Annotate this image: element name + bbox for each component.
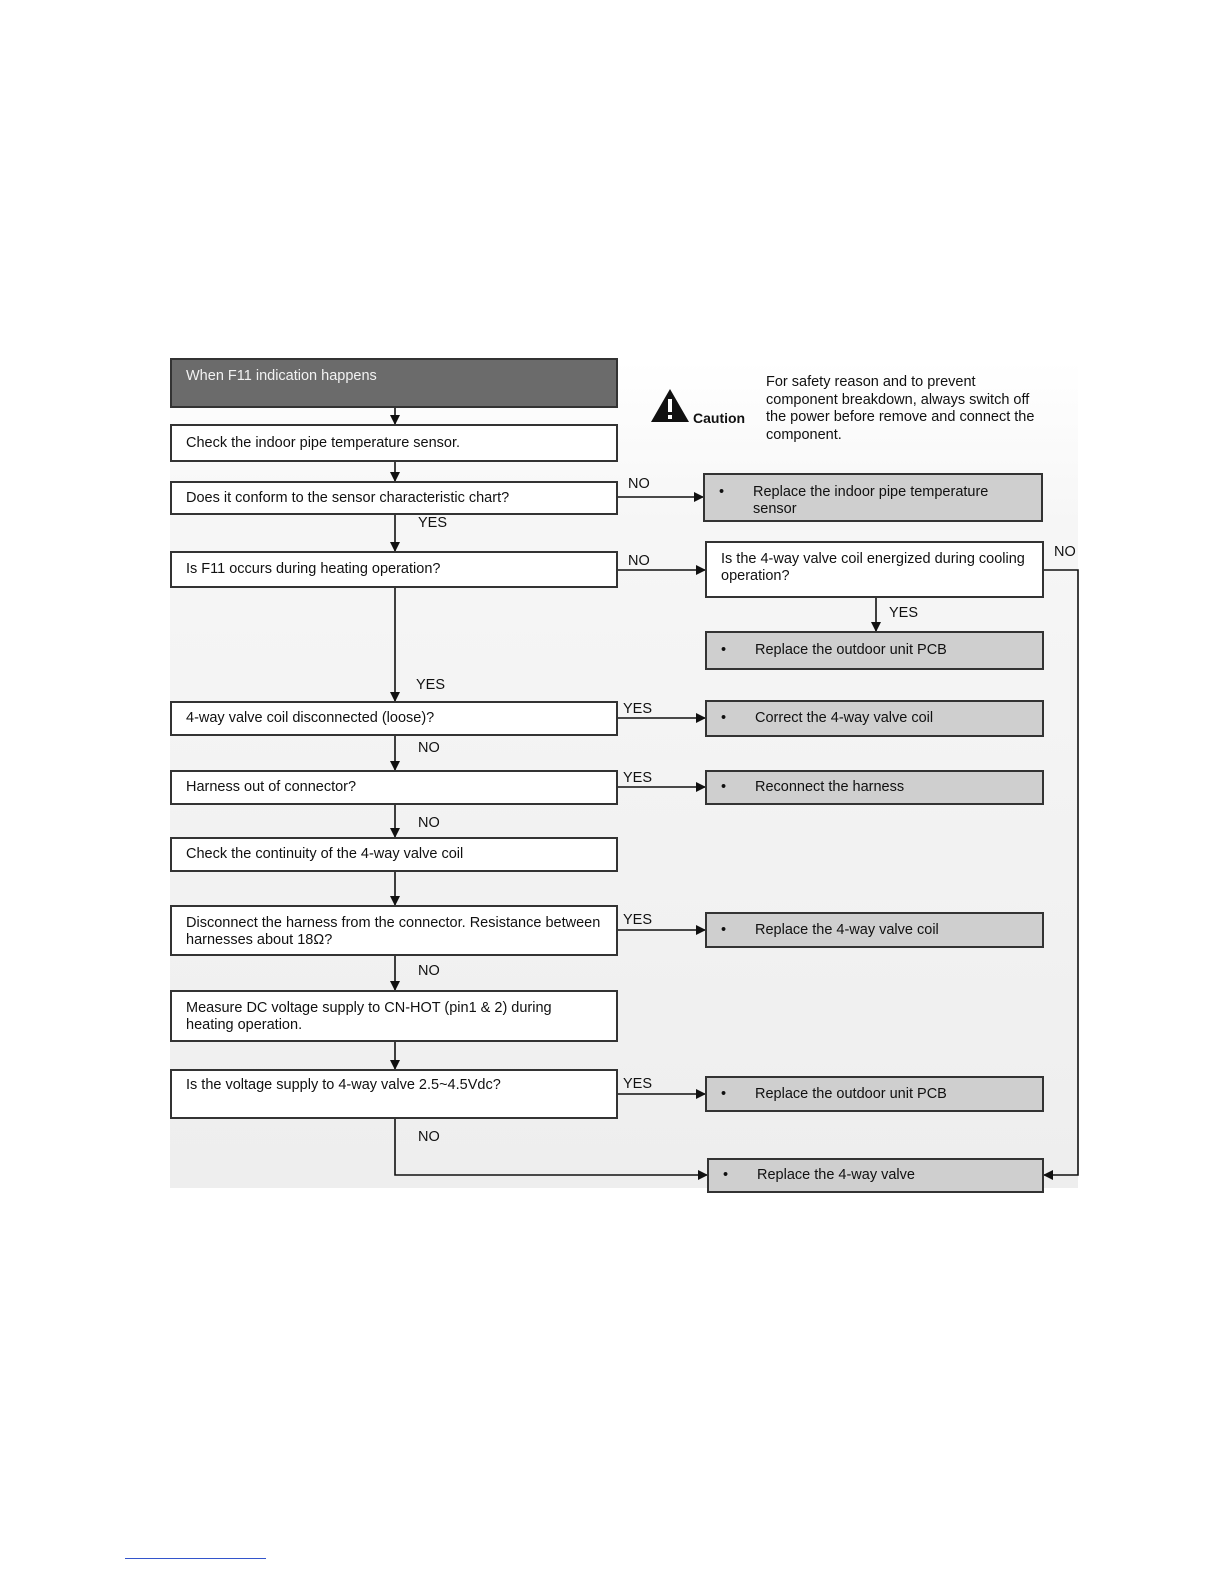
arrow-voltage-no — [395, 1119, 707, 1175]
label-no-harness: NO — [418, 815, 440, 831]
conform-chart-text: Does it conform to the sensor characteristic chart? — [186, 489, 510, 506]
label-no-voltage: NO — [418, 1129, 440, 1145]
label-no-conform: NO — [628, 476, 650, 492]
coil-disconnected-text: 4-way valve coil disconnected (loose)? — [186, 710, 435, 726]
coil-disconnected-box — [170, 701, 618, 736]
replace-pcb-text-1: Replace the outdoor unit PCB — [755, 642, 947, 658]
conform-chart-box — [170, 481, 618, 515]
bullet: • — [719, 484, 725, 500]
check-sensor-box — [170, 424, 618, 462]
harness-out-box — [170, 770, 618, 805]
start-box: When F11 indication happens — [170, 358, 618, 408]
label-no-coil: NO — [418, 740, 440, 756]
measure-dc-box: Measure DC voltage supply to CN-HOT (pin1 & 2) during heating operation. — [170, 990, 618, 1042]
label-no-heating: NO — [628, 553, 650, 569]
check-continuity-text: Check the continuity of the 4-way valve coil — [186, 846, 464, 862]
label-yes-voltage: YES — [623, 1076, 653, 1092]
reconnect-harness-text: Reconnect the harness — [755, 779, 905, 795]
replace-coil-text: Replace the 4-way valve coil — [755, 921, 939, 938]
replace-pcb-box-2 — [705, 1076, 1044, 1112]
replace-valve-text: Replace the 4-way valve — [757, 1167, 915, 1183]
label-yes-coil: YES — [623, 701, 653, 717]
bullet: • — [723, 1167, 729, 1183]
replace-sensor-text: Replace the indoor pipe temperature sensor — [753, 484, 989, 517]
bullet: • — [721, 1085, 727, 1102]
footer-rule — [125, 1558, 266, 1559]
label-yes-energized: YES — [889, 605, 919, 621]
label-yes-harness: YES — [623, 770, 653, 786]
harness-out-text: Harness out of connector? — [186, 779, 357, 795]
correct-coil-text: Correct the 4-way valve coil — [755, 710, 934, 726]
label-no-resistance: NO — [418, 963, 440, 979]
caution-icon — [650, 388, 690, 429]
f11-heating-text: Is F11 occurs during heating operation? — [186, 561, 441, 577]
replace-coil-box — [705, 912, 1044, 948]
caution-label: Caution — [693, 410, 746, 426]
bullet: • — [721, 642, 727, 658]
bullet: • — [721, 921, 727, 938]
correct-coil-box — [705, 700, 1044, 737]
check-continuity-box — [170, 837, 618, 872]
safety-note: For safety reason and to prevent component breakdown, always switch off the power before remove and connect the component. — [766, 374, 1035, 443]
replace-sensor-box — [703, 473, 1043, 522]
label-yes-resistance: YES — [623, 912, 653, 928]
f11-heating-box — [170, 551, 618, 588]
label-yes-conform: YES — [418, 515, 448, 531]
bullet: • — [721, 779, 727, 795]
reconnect-harness-box — [705, 770, 1044, 805]
replace-pcb-text-2: Replace the outdoor unit PCB — [755, 1085, 947, 1102]
check-sensor-text: Check the indoor pipe temperature sensor. — [186, 434, 461, 451]
label-no-energized: NO — [1054, 544, 1076, 560]
label-yes-heating: YES — [416, 677, 446, 693]
bullet: • — [721, 710, 727, 726]
valve-energized-box: Is the 4-way valve coil energized during cooling operation? — [705, 541, 1044, 598]
replace-pcb-box-1 — [705, 631, 1044, 670]
voltage-check-box: Is the voltage supply to 4-way valve 2.5~4.5Vdc? — [170, 1069, 618, 1119]
replace-valve-box — [707, 1158, 1044, 1193]
arrow-energized-no — [1044, 570, 1078, 1175]
disconnect-harness-box: Disconnect the harness from the connector. Resistance between harnesses about 18Ω? — [170, 905, 618, 956]
